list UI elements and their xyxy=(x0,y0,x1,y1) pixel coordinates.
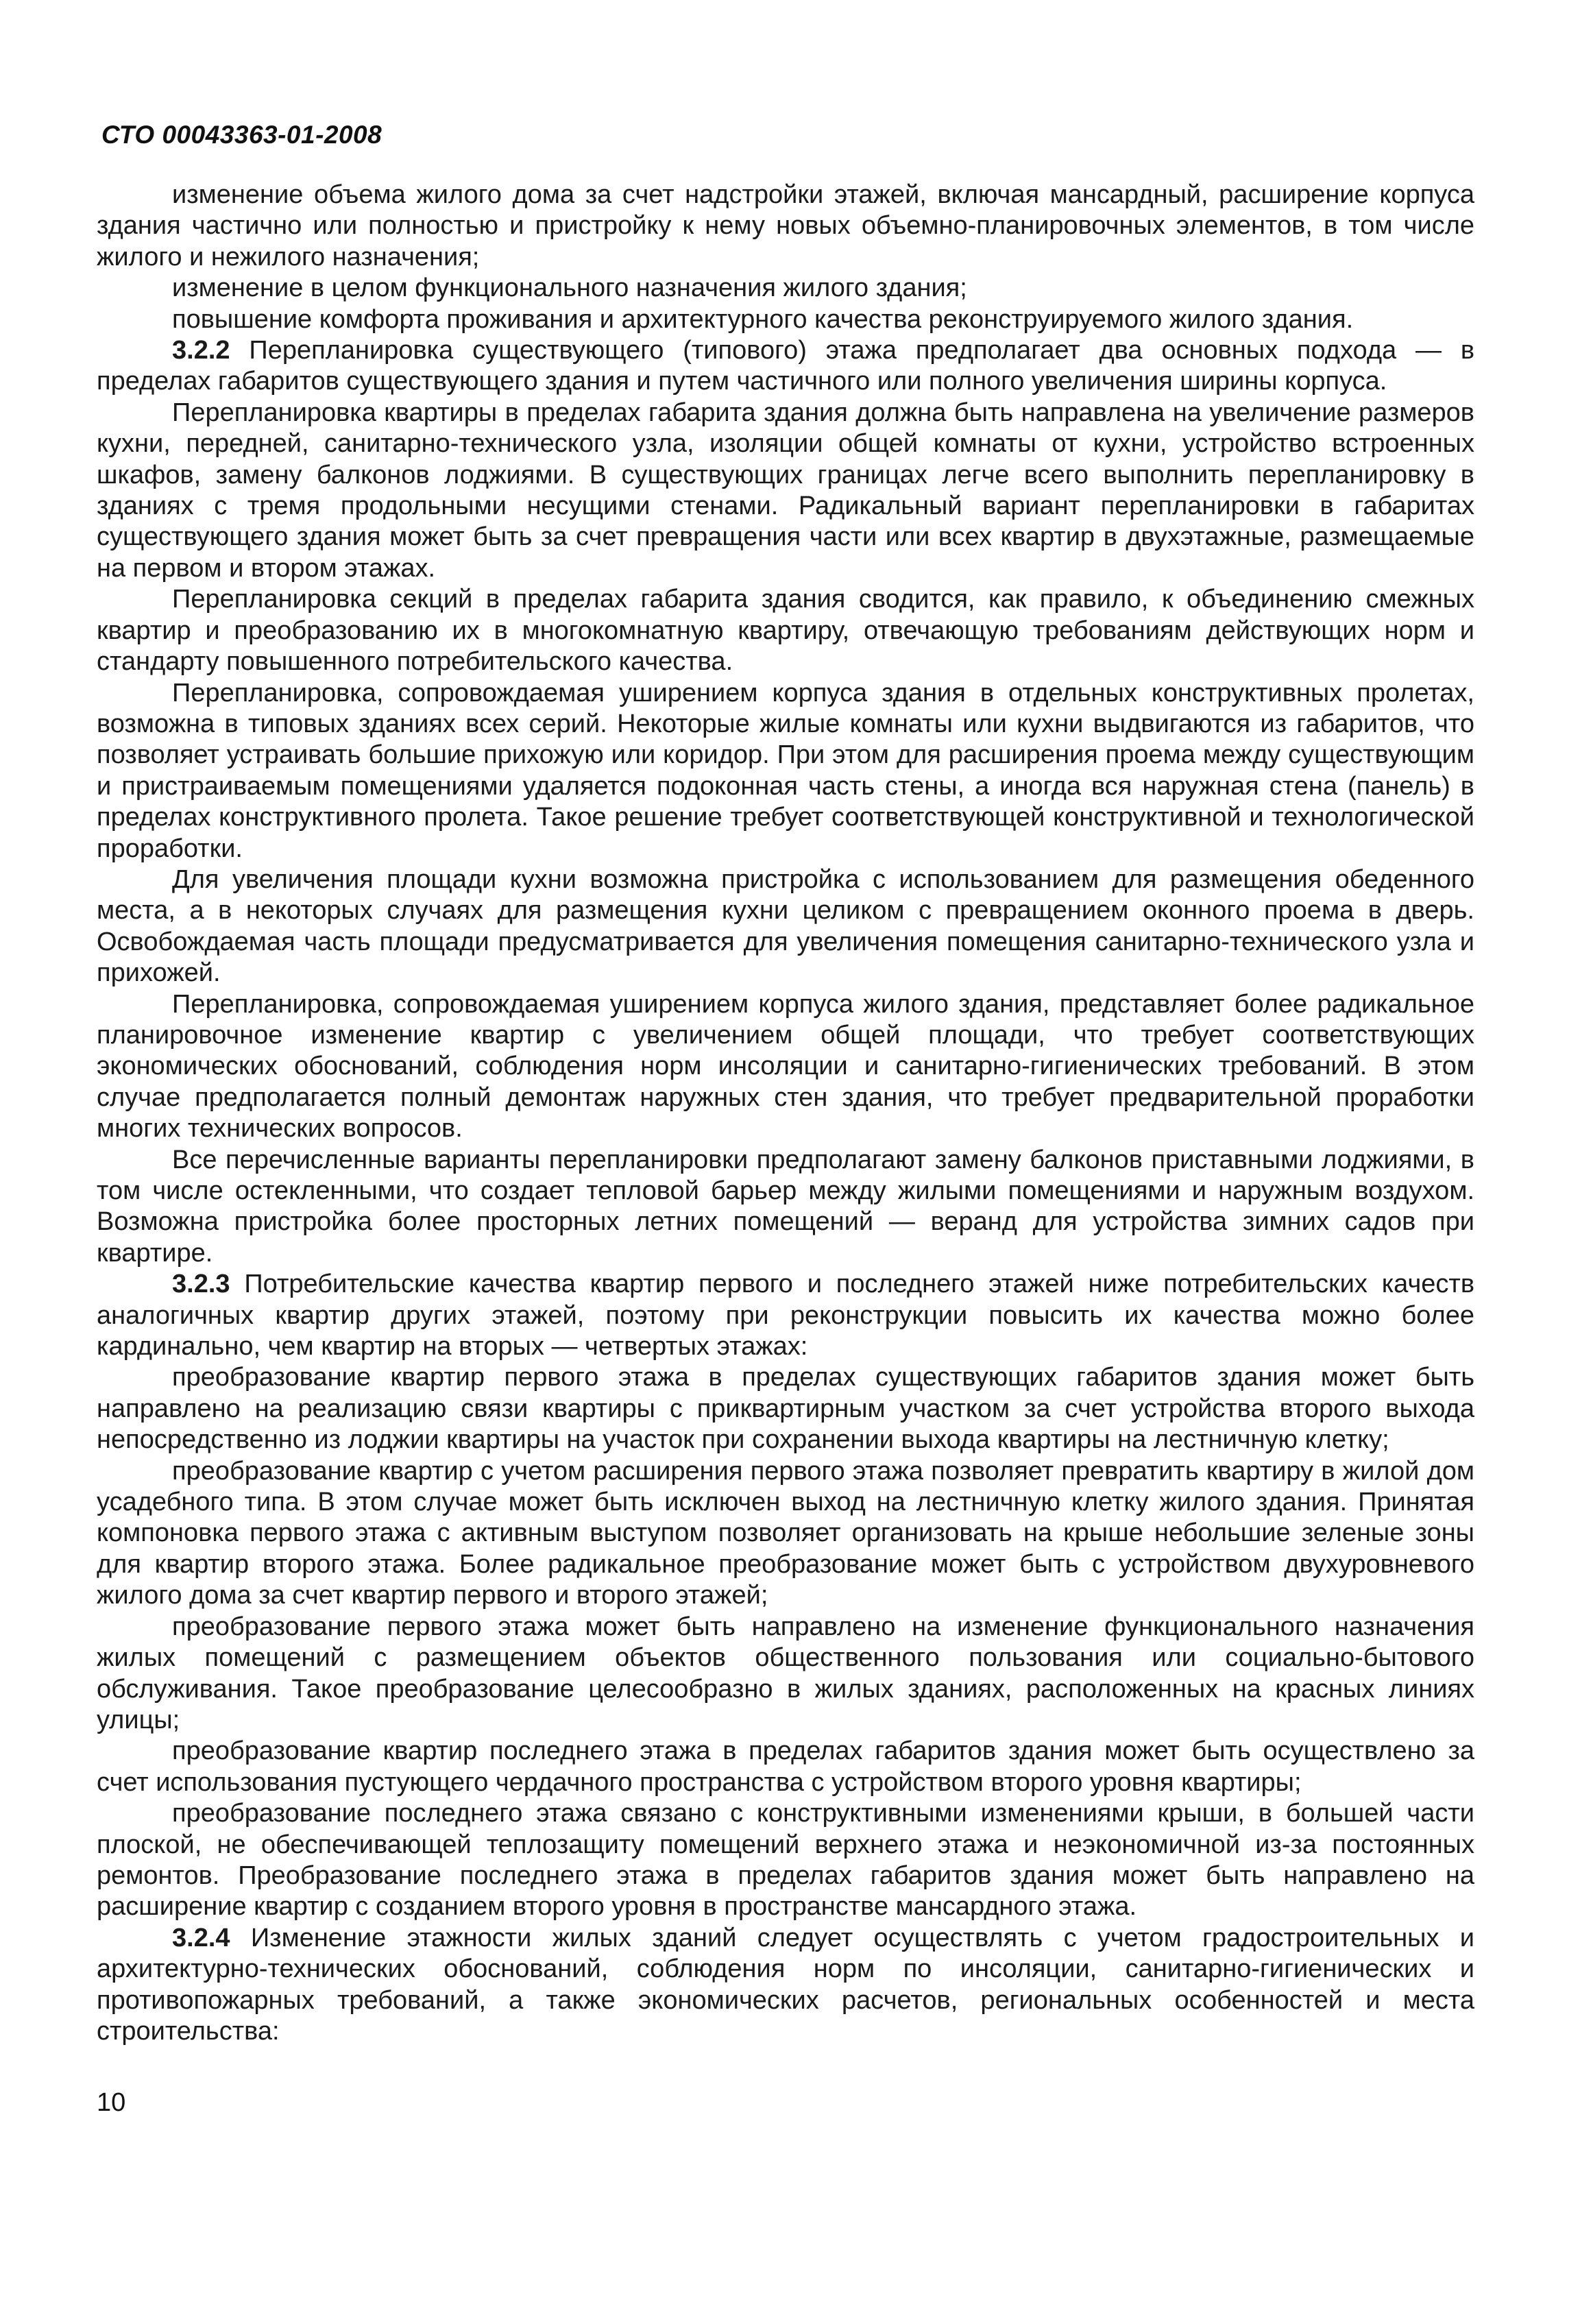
paragraph-text: Перепланировка секций в пределах габарита здания сводится, как правило, к объединению смежных квартир и преобразованию их в многокомнатную квартиру, отвечающую требованиям действующих норм и стандарту повышенного потребительского качества. xyxy=(97,585,1474,677)
paragraph-text: преобразование квартир последнего этажа в пределах габаритов здания может быть осуществлено за счет использования пустующего чердачного пространства с устройством второго уровня квартиры; xyxy=(97,1736,1474,1797)
paragraph xyxy=(97,1612,1474,1736)
paragraph-text: Все перечисленные варианты перепланировки предполагают замену балконов приставными лоджиями, в том числе остекленными, что создает тепловой барьер между жилыми помещениями и наружным воздухом. Возможна пристройка более просторных летних помещений — веранд для устройства зимних садов при квартире. xyxy=(97,1145,1474,1268)
document-code-header: СТО 00043363-01-2008 xyxy=(101,121,382,149)
paragraph xyxy=(97,584,1474,677)
section-number: 3.2.2 xyxy=(172,336,230,365)
paragraph-text: Перепланировка, сопровождаемая уширением корпуса жилого здания, представляет более радикальное планировочное изменение квартир с увеличением общей площади, что требует соответствующих экономических обоснований, соблюдения норм инсоляции и санитарно-гигиенических требований. В этом случае предполагается полный демонтаж наружных стен здания, что требует предварительной проработки многих технических вопросов. xyxy=(97,989,1474,1143)
paragraph xyxy=(97,304,1474,335)
section-paragraph xyxy=(97,1923,1474,2048)
paragraph-text: изменение в целом функционального назначения жилого здания; xyxy=(172,274,967,303)
section-paragraph xyxy=(97,335,1474,398)
paragraph xyxy=(97,678,1474,864)
paragraph-text: преобразование последнего этажа связано с конструктивными изменениями крыши, в большей части плоской, не обеспечивающей теплозащиту помещений верхнего этажа и неэкономичной из-за постоянных ремонтов. Преобразование последнего этажа в пределах габаритов здания может быть направлено на расширение квартир с созданием второго уровня в пространстве мансардного этажа. xyxy=(97,1799,1474,1922)
paragraph xyxy=(97,1798,1474,1923)
paragraph xyxy=(97,273,1474,304)
section-number: 3.2.3 xyxy=(172,1270,230,1299)
paragraph-text: преобразование первого этажа может быть направлено на изменение функционального назначения жилых помещений с размещением объектов общественного пользования или социально-бытового обслуживания. Такое преобразование целесообразно в жилых зданиях, расположенных на красных линиях улицы; xyxy=(97,1612,1474,1734)
paragraph-text: Перепланировка, сопровождаемая уширением корпуса здания в отдельных конструктивных пролетах, возможна в типовых зданиях всех серий. Некоторые жилые комнаты или кухни выдвигаются из габаритов, что позволяет устраивать большие прихожую или коридор. При этом для расширения проема между существующим и пристраиваемым помещениями удаляется подоконная часть стены, а иногда вся наружная стена (панель) в пределах конструктивного пролета. Такое решение требует соответствующей конструктивной и технологической проработки. xyxy=(97,678,1474,863)
paragraph-text: повышение комфорта проживания и архитектурного качества реконструируемого жилого здания. xyxy=(172,304,1354,334)
paragraph-text: Потребительские качества квартир первого и последнего этажей ниже потребительских качеств аналогичных квартир других этажей, поэтому при реконструкции повысить их качества можно более кардинально, чем квартир на вторых — четвертых этажах: xyxy=(97,1270,1475,1361)
paragraph xyxy=(97,180,1474,273)
paragraph xyxy=(97,864,1474,989)
paragraph-text: изменение объема жилого дома за счет надстройки этажей, включая мансардный, расширение корпуса здания частично или полностью и пристройку к нему новых объемно-планировочных элементов, в том числе жилого и нежилого назначения; xyxy=(97,180,1474,271)
paragraph xyxy=(97,398,1474,584)
paragraph-text: преобразование квартир с учетом расширения первого этажа позволяет превратить квартиру в жилой дом усадебного типа. В этом случае может быть исключен выход на лестничную клетку жилого здания. Принятая компоновка первого этажа с активным выступом позволяет организовать на крыше небольшие зеленые зоны для квартир второго этажа. Более радикальное преобразование может быть с устройством двухуровневого жилого дома за счет квартир первого и второго этажей; xyxy=(97,1456,1474,1610)
paragraph-text: Перепланировка существующего (типового) этажа предполагает два основных подхода — в пределах габаритов существующего здания и путем частичного или полного увеличения ширины корпуса. xyxy=(97,336,1475,396)
section-number: 3.2.4 xyxy=(172,1923,230,1952)
document-body xyxy=(97,180,1474,2047)
paragraph-text: Для увеличения площади кухни возможна пристройка с использованием для размещения обеденного места, а в некоторых случаях для размещения кухни целиком с превращением оконного проема в дверь. Освобождаемая часть площади предусматривается для увеличения помещения санитарно-технического узла и прихожей. xyxy=(97,864,1474,988)
section-paragraph xyxy=(97,1269,1474,1362)
paragraph xyxy=(97,1362,1474,1455)
paragraph xyxy=(97,1145,1474,1270)
paragraph-text: Изменение этажности жилых зданий следует осуществлять с учетом градостроительных и архитектурно-технических обоснований, соблюдения норм по инсоляции, санитарно-гигиенических и противопожарных требований, а также экономических расчетов, региональных особенностей и места строительства: xyxy=(97,1923,1475,2046)
paragraph-text: преобразование квартир первого этажа в пределах существующих габаритов здания может быть направлено на реализацию связи квартиры с приквартирным участком за счет устройства второго выхода непосредственно из лоджии квартиры на участок при сохранении выхода квартиры на лестничную клетку; xyxy=(97,1363,1474,1455)
paragraph xyxy=(97,989,1474,1145)
paragraph xyxy=(97,1736,1474,1798)
page-number: 10 xyxy=(97,2088,126,2117)
paragraph-text: Перепланировка квартиры в пределах габарита здания должна быть направлена на увеличение размеров кухни, передней, санитарно-технического узла, изоляции общей комнаты от кухни, устройство встроенных шкафов, замену балконов лоджиями. В существующих границах легче всего выполнить перепланировку в зданиях с тремя продольными несущими стенами. Радикальный вариант перепланировки в габаритах существующего здания может быть за счет превращения части или всех квартир в двухэтажные, размещаемые на первом и втором этажах. xyxy=(97,398,1474,583)
paragraph xyxy=(97,1456,1474,1612)
